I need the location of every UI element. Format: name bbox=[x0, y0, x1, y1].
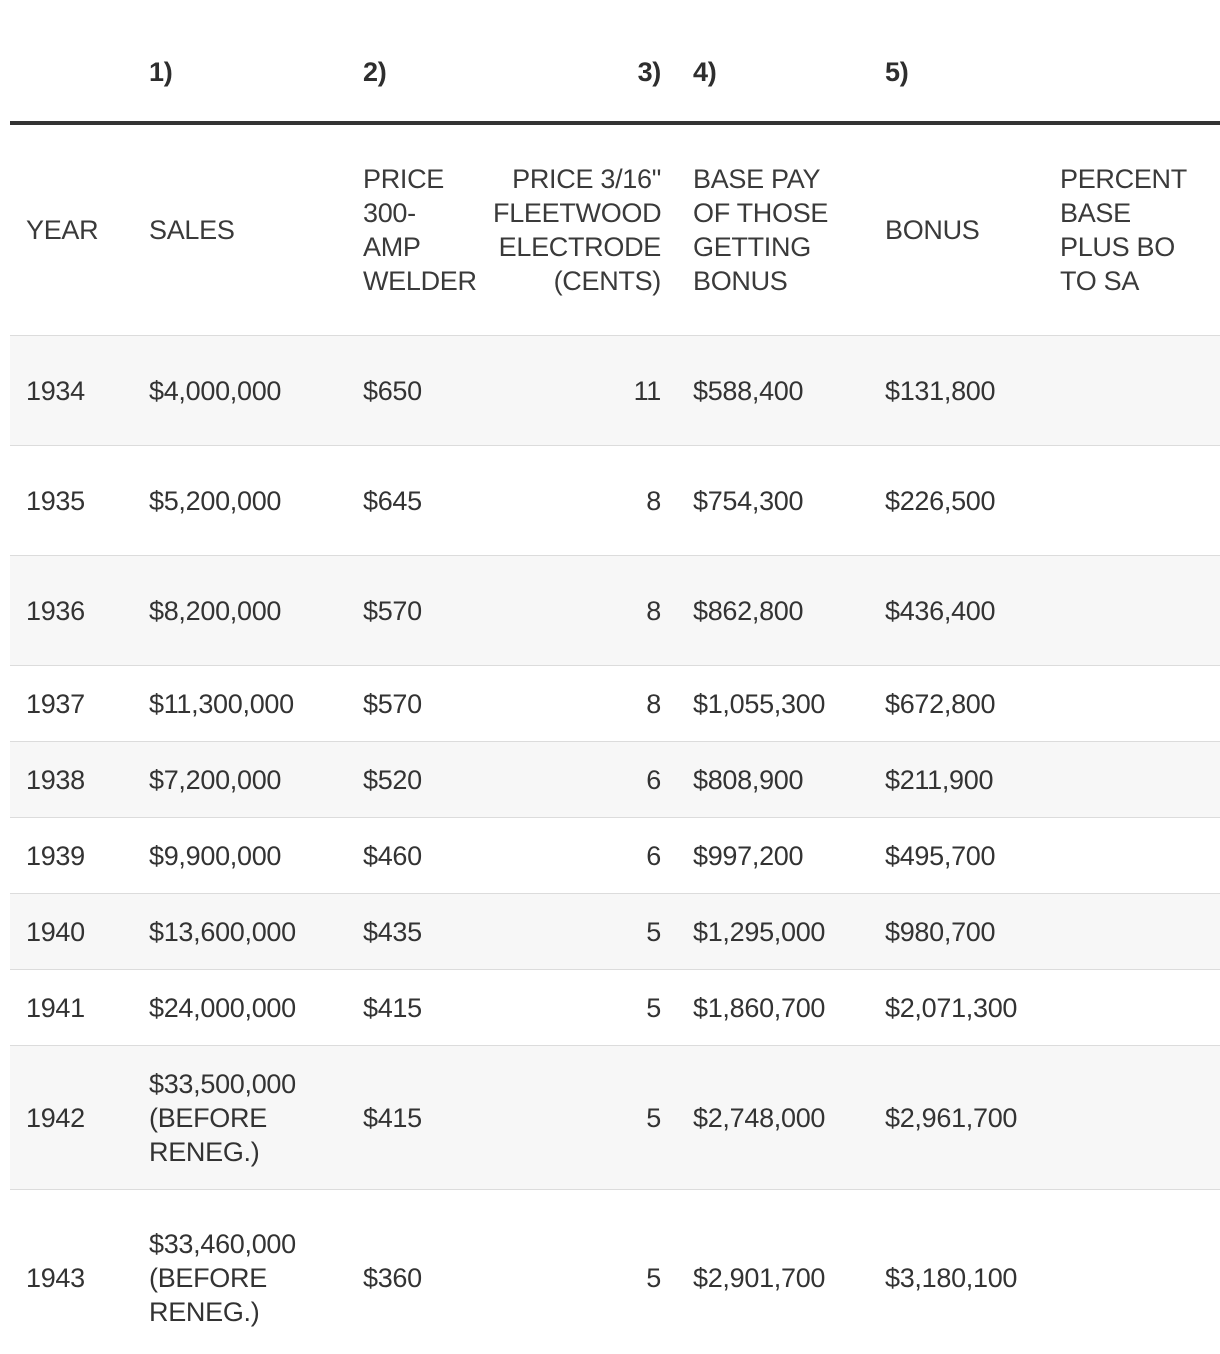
header-line: ELECTRODE bbox=[498, 232, 661, 262]
cell-line: $7,200,000 bbox=[149, 764, 282, 795]
cell-price-electrode: 5 bbox=[477, 1046, 677, 1190]
cell-line: $33,460,000 bbox=[149, 1228, 296, 1259]
cell-price-electrode: 5 bbox=[477, 970, 677, 1046]
cell-bonus: $495,700 bbox=[869, 818, 1044, 894]
column-number-4: 4) bbox=[677, 0, 869, 123]
cell-line: $11,300,000 bbox=[149, 688, 294, 719]
cell-percent bbox=[1044, 556, 1220, 666]
cell-bonus: $2,071,300 bbox=[869, 970, 1044, 1046]
cell-price-electrode: 8 bbox=[477, 556, 677, 666]
table-row bbox=[10, 1190, 1220, 1354]
table-row bbox=[10, 446, 1220, 556]
cell-line: $8,200,000 bbox=[149, 595, 282, 626]
cell-sales bbox=[133, 336, 347, 446]
column-number-1: 1) bbox=[133, 0, 347, 123]
header-base-pay bbox=[677, 123, 869, 336]
cell-price-electrode: 6 bbox=[477, 742, 677, 818]
cell-price-welder: $415 bbox=[347, 1046, 477, 1190]
column-number-3: 3) bbox=[477, 0, 677, 123]
table-row bbox=[10, 894, 1220, 970]
cell-line: RENEG.) bbox=[149, 1136, 260, 1167]
column-header-row bbox=[10, 123, 1220, 336]
column-number-2: 2) bbox=[347, 0, 477, 123]
cell-percent bbox=[1044, 446, 1220, 556]
cell-line: RENEG.) bbox=[149, 1296, 260, 1327]
header-line: PERCENT bbox=[1060, 164, 1187, 194]
cell-line: $33,500,000 bbox=[149, 1068, 296, 1099]
header-line: BASE bbox=[1060, 198, 1131, 228]
cell-bonus: $3,180,100 bbox=[869, 1190, 1044, 1354]
cell-bonus: $226,500 bbox=[869, 446, 1044, 556]
header-bonus: BONUS bbox=[869, 123, 1044, 336]
cell-year: 1941 bbox=[10, 970, 133, 1046]
data-table bbox=[10, 0, 1220, 1354]
header-line: OF THOSE bbox=[693, 198, 829, 228]
header-line: PRICE 3/16" bbox=[512, 164, 661, 194]
cell-base-pay: $1,295,000 bbox=[677, 894, 869, 970]
cell-line: $4,000,000 bbox=[149, 375, 282, 406]
cell-price-welder: $570 bbox=[347, 666, 477, 742]
cell-percent bbox=[1044, 336, 1220, 446]
cell-year: 1943 bbox=[10, 1190, 133, 1354]
cell-price-welder: $570 bbox=[347, 556, 477, 666]
cell-base-pay: $754,300 bbox=[677, 446, 869, 556]
cell-sales bbox=[133, 894, 347, 970]
header-line: BASE PAY bbox=[693, 164, 821, 194]
cell-price-welder: $460 bbox=[347, 818, 477, 894]
column-number-blank-end bbox=[1044, 0, 1220, 123]
cell-sales bbox=[133, 818, 347, 894]
header-price-electrode bbox=[477, 123, 677, 336]
table-row bbox=[10, 742, 1220, 818]
cell-bonus: $2,961,700 bbox=[869, 1046, 1044, 1190]
table-row bbox=[10, 1046, 1220, 1190]
header-percent bbox=[1044, 123, 1220, 336]
cell-line: $13,600,000 bbox=[149, 916, 296, 947]
cell-sales bbox=[133, 1190, 347, 1354]
header-sales: SALES bbox=[133, 123, 347, 336]
cell-percent bbox=[1044, 1046, 1220, 1190]
cell-year: 1934 bbox=[10, 336, 133, 446]
header-year: YEAR bbox=[10, 123, 133, 336]
cell-price-welder: $360 bbox=[347, 1190, 477, 1354]
cell-percent bbox=[1044, 894, 1220, 970]
cell-price-electrode: 5 bbox=[477, 894, 677, 970]
cell-base-pay: $808,900 bbox=[677, 742, 869, 818]
cell-sales bbox=[133, 446, 347, 556]
table-row bbox=[10, 666, 1220, 742]
cell-line: $24,000,000 bbox=[149, 992, 296, 1023]
cell-price-welder: $520 bbox=[347, 742, 477, 818]
cell-base-pay: $862,800 bbox=[677, 556, 869, 666]
cell-base-pay: $1,860,700 bbox=[677, 970, 869, 1046]
cell-percent bbox=[1044, 1190, 1220, 1354]
header-line: TO SA bbox=[1060, 266, 1140, 296]
cell-base-pay: $1,055,300 bbox=[677, 666, 869, 742]
table-row bbox=[10, 818, 1220, 894]
cell-percent bbox=[1044, 970, 1220, 1046]
header-line: (CENTS) bbox=[553, 266, 661, 296]
header-line: PRICE bbox=[363, 164, 445, 194]
header-line: 300- bbox=[363, 198, 416, 228]
cell-bonus: $211,900 bbox=[869, 742, 1044, 818]
cell-line: $9,900,000 bbox=[149, 840, 282, 871]
table-row bbox=[10, 970, 1220, 1046]
cell-sales bbox=[133, 970, 347, 1046]
cell-percent bbox=[1044, 666, 1220, 742]
cell-price-electrode: 5 bbox=[477, 1190, 677, 1354]
cell-year: 1939 bbox=[10, 818, 133, 894]
cell-percent bbox=[1044, 742, 1220, 818]
cell-price-welder: $415 bbox=[347, 970, 477, 1046]
header-line: FLEETWOOD bbox=[493, 198, 662, 228]
cell-price-electrode: 11 bbox=[477, 336, 677, 446]
cell-line: (BEFORE bbox=[149, 1262, 267, 1293]
cell-year: 1936 bbox=[10, 556, 133, 666]
cell-base-pay: $997,200 bbox=[677, 818, 869, 894]
cell-bonus: $436,400 bbox=[869, 556, 1044, 666]
cell-bonus: $980,700 bbox=[869, 894, 1044, 970]
header-line: WELDER bbox=[363, 266, 477, 296]
cell-base-pay: $2,901,700 bbox=[677, 1190, 869, 1354]
cell-bonus: $672,800 bbox=[869, 666, 1044, 742]
cell-year: 1940 bbox=[10, 894, 133, 970]
cell-line: $5,200,000 bbox=[149, 485, 282, 516]
cell-price-welder: $435 bbox=[347, 894, 477, 970]
column-number-5: 5) bbox=[869, 0, 1044, 123]
cell-bonus: $131,800 bbox=[869, 336, 1044, 446]
cell-price-welder: $650 bbox=[347, 336, 477, 446]
cell-price-electrode: 6 bbox=[477, 818, 677, 894]
column-number-blank bbox=[10, 0, 133, 123]
table-row bbox=[10, 556, 1220, 666]
cell-line: (BEFORE bbox=[149, 1102, 267, 1133]
column-number-row bbox=[10, 0, 1220, 123]
cell-year: 1937 bbox=[10, 666, 133, 742]
cell-year: 1935 bbox=[10, 446, 133, 556]
header-line: PLUS BO bbox=[1060, 232, 1175, 262]
table-header bbox=[10, 0, 1220, 336]
cell-year: 1938 bbox=[10, 742, 133, 818]
header-price-welder bbox=[347, 123, 477, 336]
table-body bbox=[10, 336, 1220, 1354]
header-line: AMP bbox=[363, 232, 421, 262]
header-line: BONUS bbox=[693, 266, 788, 296]
cell-price-welder: $645 bbox=[347, 446, 477, 556]
cell-price-electrode: 8 bbox=[477, 666, 677, 742]
header-line: GETTING bbox=[693, 232, 811, 262]
cell-base-pay: $588,400 bbox=[677, 336, 869, 446]
cell-sales bbox=[133, 666, 347, 742]
cell-sales bbox=[133, 742, 347, 818]
cell-price-electrode: 8 bbox=[477, 446, 677, 556]
cell-percent bbox=[1044, 818, 1220, 894]
cell-year: 1942 bbox=[10, 1046, 133, 1190]
cell-sales bbox=[133, 1046, 347, 1190]
cell-sales bbox=[133, 556, 347, 666]
table-row bbox=[10, 336, 1220, 446]
cell-base-pay: $2,748,000 bbox=[677, 1046, 869, 1190]
